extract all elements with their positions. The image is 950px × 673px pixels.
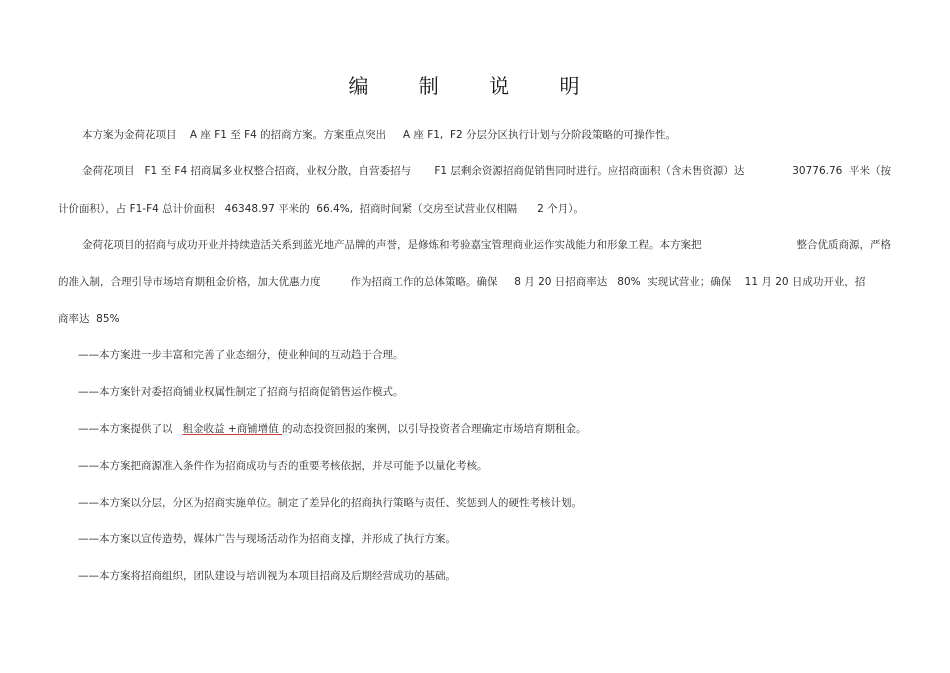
bullet-item-4: ——本方案把商源准入条件作为招商成功与否的重要考核依据，并尽可能予以量化考核。 [78, 460, 488, 472]
bullet-item-5: ——本方案以分层，分区为招商实施单位。制定了差异化的招商执行策略与责任、奖惩到人的硬性考核计划。 [78, 497, 582, 509]
paragraph-area-line-2: 计价面积），占 F1-F4 总计价面积 46348.97 平米的 66.4%, 招商时间紧（交房至试营业仅相隔 2 个月）。 [58, 203, 584, 215]
bullet-item-3-prefix: ——本方案提供了以 [78, 423, 183, 435]
paragraph-area-line-1-right: 30776.76 平米（按 [792, 165, 891, 177]
paragraph-strategy-line-1-right: 整合优质商源，严格 [796, 239, 891, 251]
bullet-item-3 [78, 422, 587, 436]
document-title: 编 制 说 明 [348, 74, 602, 98]
paragraph-intro: 本方案为金荷花项目 A 座 F1 至 F4 的招商方案。方案重点突出 A 座 F1, F2 分层分区执行计划与分阶段策略的可操作性。 [82, 129, 676, 141]
underlined-phrase: 租金收益 +商铺增值 [182, 423, 282, 435]
bullet-item-3-suffix: 的动态投资回报的案例，以引导投资者合理确定市场培育期租金。 [282, 423, 587, 435]
paragraph-strategy-line-3: 商率达 85% [58, 313, 120, 325]
bullet-item-6: ——本方案以宣传造势，媒体广告与现场活动作为招商支撑，并形成了执行方案。 [78, 533, 456, 545]
paragraph-strategy-line-2: 的准入制，合理引导市场培育期租金价格，加大优惠力度 作为招商工作的总体策略。确保 8 月 20 日招商率达 80% 实现试营业；确保 11 月 20 日成功开业，招 [58, 276, 866, 288]
bullet-item-2: ——本方案针对委招商铺业权属性制定了招商与招商促销售运作模式。 [78, 386, 404, 398]
bullet-item-7: ——本方案将招商组织，团队建设与培训视为本项目招商及后期经营成功的基础。 [78, 570, 456, 582]
paragraph-area-line-1: 金荷花项目 F1 至 F4 招商属多业权整合招商，业权分散，自营委招与 F1 层剩余资源招商促销售同时进行。应招商面积（含未售资源）达 [82, 165, 745, 177]
bullet-item-1: ——本方案进一步丰富和完善了业态细分，使业种间的互动趋于合理。 [78, 349, 404, 361]
paragraph-strategy-line-1: 金荷花项目的招商与成功开业并持续造活关系到蓝光地产品牌的声誉，是修炼和考验嘉宝管理商业运作实战能力和形象工程。本方案把 [82, 239, 702, 251]
